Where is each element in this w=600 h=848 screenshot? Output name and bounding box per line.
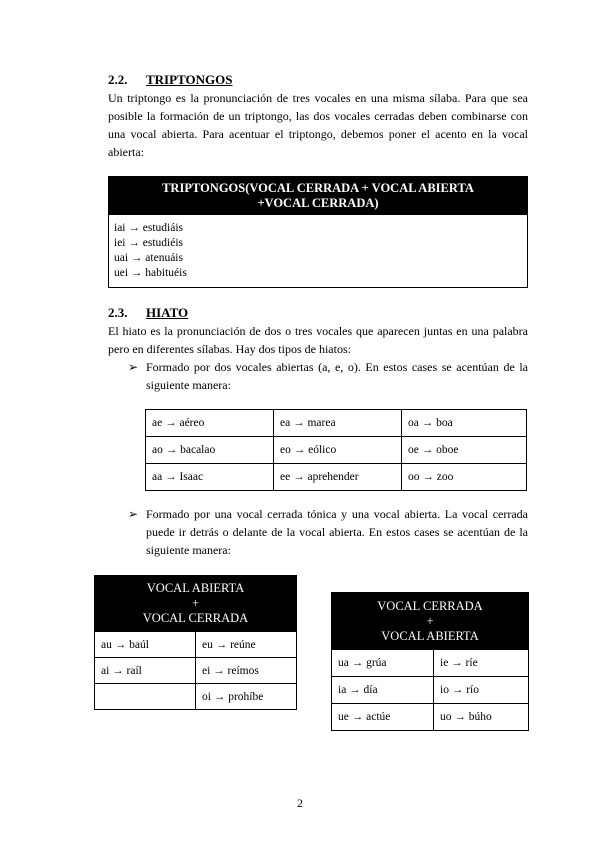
table-row: [146, 464, 527, 491]
table-cell: oo → zoo: [402, 464, 527, 491]
hiato-paragraph: El hiato es la pronunciación de dos o tres vocales que aparecen juntas en una palabra pero en diferentes sílabas. Hay dos tipos de hiatos:: [108, 324, 528, 356]
table-header: [95, 576, 297, 632]
header-line: VOCAL CERRADA: [377, 598, 483, 613]
list-item: iei → estudiéis: [114, 237, 183, 249]
page-number: 2: [297, 796, 303, 810]
table-cell: ee → aprehender: [274, 464, 402, 491]
triptongos-box: [108, 176, 528, 288]
header-line: VOCAL CERRADA: [142, 611, 249, 625]
table-cell: oa → boa: [402, 410, 527, 437]
arrow-bullet-icon: ➢: [128, 507, 139, 521]
table-cell: [95, 684, 196, 710]
table-row: [146, 410, 527, 437]
table-cell: oi → prohíbe: [196, 684, 297, 710]
closed-open-table: [331, 592, 529, 731]
header-line: +: [426, 613, 434, 628]
table-cell: oe → oboe: [402, 437, 527, 464]
table-header-row: [332, 593, 529, 650]
table-cell: io → río: [434, 677, 529, 704]
bullet-text: Formado por una vocal cerrada tónica y una vocal abierta. La vocal cerrada puede ir detrás o delante de la vocal abierta. En estos cases se acentúan de la siguiente manera:: [146, 507, 528, 557]
table-row: [332, 677, 529, 704]
table-cell: ue → actúe: [332, 704, 434, 731]
table-cell: ua → grúa: [332, 650, 434, 677]
table-cell: ei → reímos: [196, 658, 297, 684]
table-header-row: [95, 576, 297, 632]
header-line: VOCAL ABIERTA: [146, 581, 245, 595]
bullet-open-vowels: [128, 358, 528, 394]
section-2-3-heading: [108, 305, 188, 321]
table-cell: ea → marea: [274, 410, 402, 437]
bullet-closed-open-vowels: [128, 505, 528, 559]
table-cell: uo → búho: [434, 704, 529, 731]
table-row: [95, 658, 297, 684]
table-row: [95, 684, 297, 710]
arrow-bullet-icon: ➢: [128, 360, 139, 374]
bullet-text: Formado por dos vocales abiertas (a, e, o). En estos cases se acentúan de la siguiente manera:: [146, 360, 528, 392]
header-line: VOCAL ABIERTA: [381, 628, 479, 643]
triptongos-box-header: TRIPTONGOS(VOCAL CERRADA + VOCAL ABIERTA +VOCAL CERRADA): [109, 177, 527, 215]
section-number: 2.3.: [108, 305, 128, 320]
table-cell: ai → raíl: [95, 658, 196, 684]
table-cell: ae → aéreo: [146, 410, 274, 437]
table-cell: ao → bacalao: [146, 437, 274, 464]
table-row: [95, 632, 297, 658]
table-row: [146, 437, 527, 464]
list-item: iai → estudiáis: [114, 222, 183, 234]
table-cell: eu → reúne: [196, 632, 297, 658]
triptongos-list: [109, 215, 527, 281]
table-row: [332, 704, 529, 731]
table-cell: eo → eólico: [274, 437, 402, 464]
open-vowels-table: [145, 409, 527, 491]
table-cell: ie → ríe: [434, 650, 529, 677]
section-2-2-heading: [108, 72, 232, 88]
table-header: [332, 593, 529, 650]
table-cell: au → baúl: [95, 632, 196, 658]
section-title: TRIPTONGOS: [146, 72, 233, 87]
section-title: HIATO: [146, 305, 189, 320]
table-cell: aa → Isaac: [146, 464, 274, 491]
table-cell: ia → día: [332, 677, 434, 704]
list-item: uei → habituéis: [114, 267, 187, 279]
triptongo-paragraph: Un triptongo es la pronunciación de tres vocales en una misma sílaba. Para que sea posible la formación de un triptongo, las dos vocales cerradas deben combinarse con una vocal abierta. Para acentuar el triptongo, debemos poner el acento en la vocal abierta:: [108, 91, 528, 159]
header-line: +: [191, 596, 200, 610]
section-number: 2.2.: [108, 72, 128, 87]
list-item: uai → atenuáis: [114, 252, 183, 264]
open-closed-table: [94, 575, 297, 710]
table-row: [332, 650, 529, 677]
